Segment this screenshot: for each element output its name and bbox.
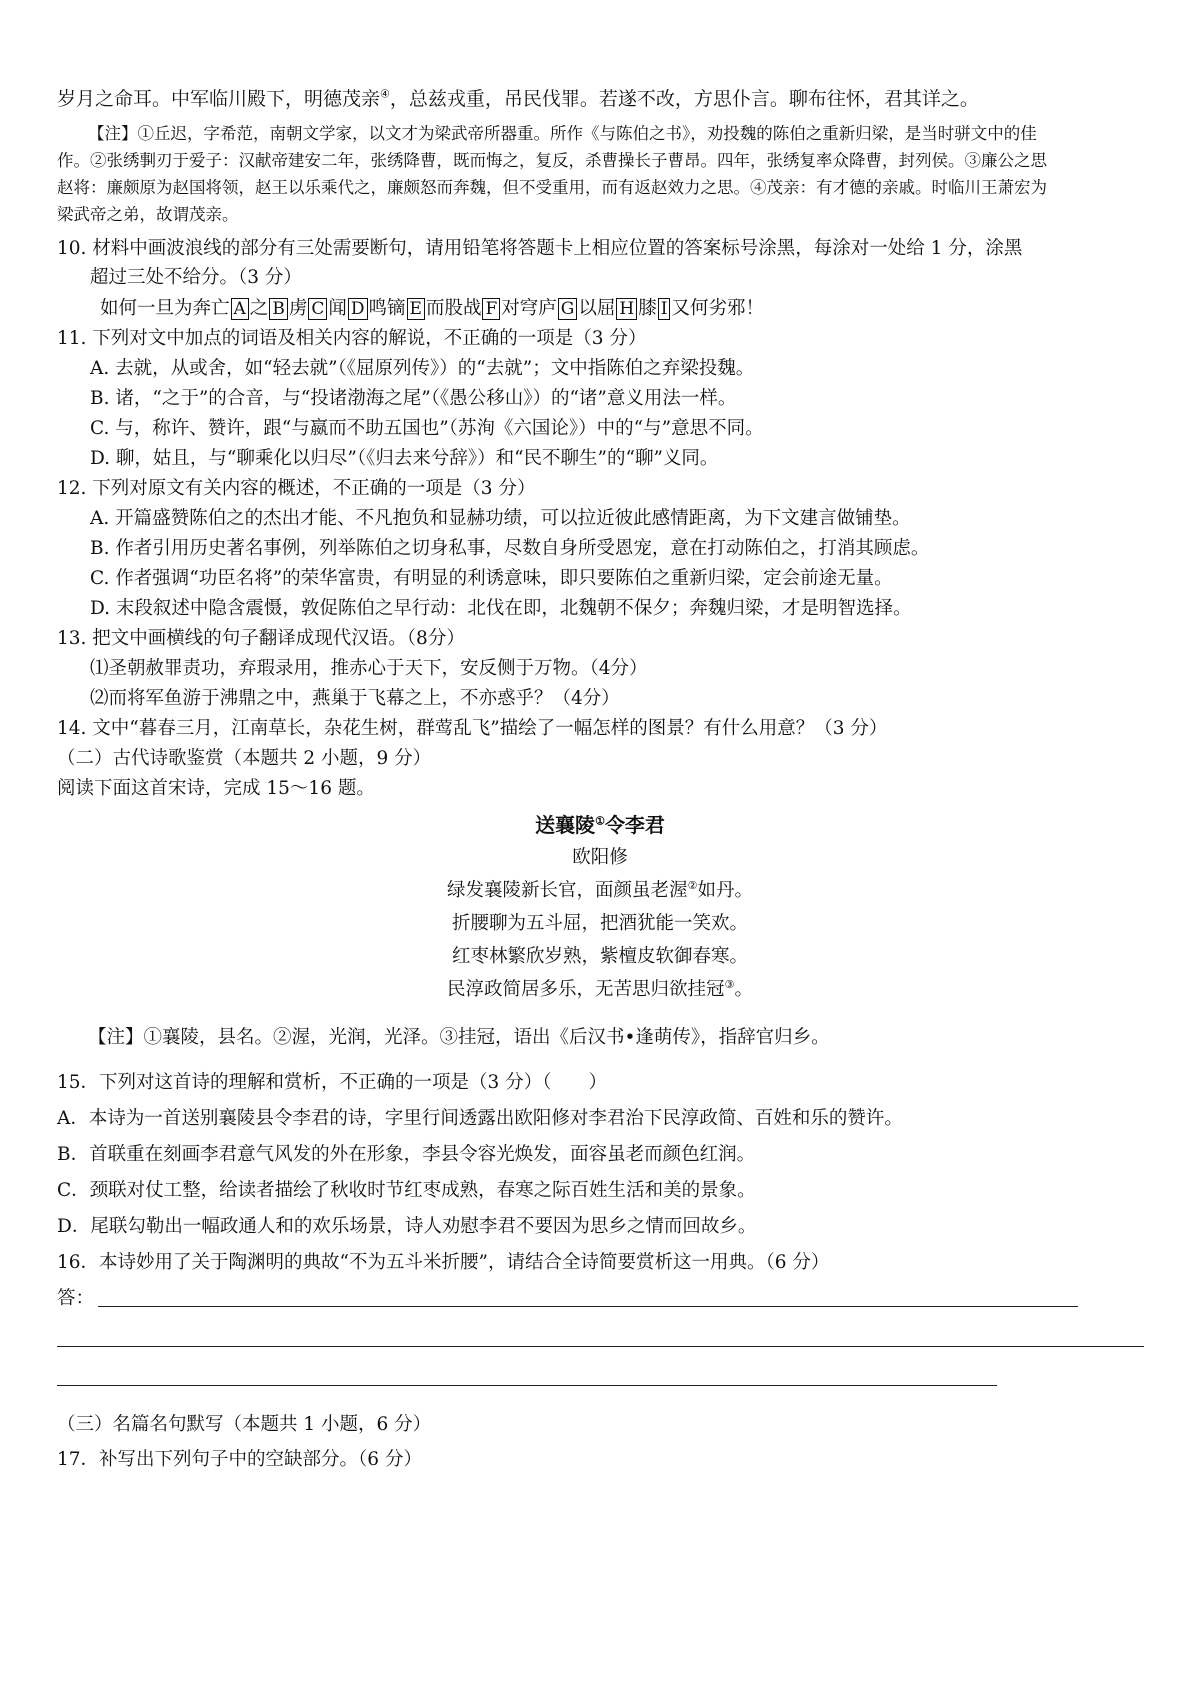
q10-segment: 以屈 [578,298,616,319]
answer-line-2[interactable] [57,1346,1144,1347]
q11-option-b[interactable]: B. 诸，“之于”的合音，与“投诸渤海之尾”（《愚公移山》）的“诸”意义用法一样。 [90,388,737,409]
q10-marker-a[interactable]: A [231,298,249,320]
poem-line-3: 红枣林繁欣岁熟，紫檀皮软御春寒。 [451,946,748,967]
q10-segment: 又何劣邪！ [671,298,764,319]
q12-option-b[interactable]: B. 作者引用历史著名事例，列举陈伯之切身私事，尽数自身所受恩宠，意在打动陈伯之，打消其顾虑。 [90,538,930,559]
section3-heading: （三）名篇名句默写（本题共 1 小题，6 分） [57,1414,432,1435]
answer-line-1[interactable] [98,1306,1078,1307]
q14-stem: 14. 文中“暮春三月，江南草长，杂花生树，群莺乱飞”描绘了一幅怎样的图景？有什么用意？（3 分） [57,718,888,739]
q10-marker-g[interactable]: G [558,298,578,320]
q15-option-a[interactable]: A．本诗为一首送别襄陵县令李君的诗，字里行间透露出欧阳修对李君治下民淳政简、百姓和乐的赞许。 [57,1108,903,1129]
q10-segment: 鸣镝 [368,298,406,319]
q10-marker-f[interactable]: F [482,298,500,320]
poem-title-b: 令李君 [604,813,665,837]
poem-title-a: 送襄陵 [535,813,596,837]
q11-option-a[interactable]: A. 去就，从或舍，如“轻去就”（《屈原列传》）的“去就”；文中指陈伯之弃梁投魏。 [90,358,755,379]
poem-note: 【注】①襄陵，县名。②渥，光润，光泽。③挂冠，语出《后汉书•逢萌传》，指辞官归乡。 [88,1027,830,1048]
q13-item-2: ⑵而将军鱼游于沸鼎之中，燕巢于飞幕之上，不亦惑乎？（4分） [90,688,620,709]
q11-option-d[interactable]: D. 聊，姑且，与“聊乘化以归尽”（《归去来兮辞》）和“民不聊生”的“聊”义同。 [90,448,719,469]
q10-segment: 膝 [638,298,657,319]
q10-marker-h[interactable]: H [616,298,637,320]
q16-stem: 16．本诗妙用了关于陶渊明的典故“不为五斗米折腰”，请结合全诗简要赏析这一用典。（6 分） [57,1252,830,1273]
q10-segment: 之 [249,298,269,319]
poem-line-4-a: 民淳政简居多乐，无苦思归欲挂冠 [447,979,725,1000]
q15-option-b[interactable]: B．首联重在刻画李君意气风发的外在形象，李县令容光焕发，面容虽老而颜色红润。 [57,1144,756,1165]
poem-line-4-sup: ③ [724,977,735,991]
q17-stem: 17．补写出下列句子中的空缺部分。（6 分） [57,1449,422,1470]
q12-stem: 12. 下列对原文有关内容的概述，不正确的一项是（3 分） [57,478,536,499]
q12-option-d[interactable]: D. 末段叙述中隐含震慑，敦促陈伯之早行动：北伐在即，北魏朝不保夕；奔魏归梁，才是明智选择。 [90,598,912,619]
q10-marker-d[interactable]: D [348,298,368,320]
passage-end-sup: ④ [380,87,390,101]
q10-marker-e[interactable]: E [407,298,425,320]
poem-line-2: 折腰聊为五斗屈，把酒犹能一笑欢。 [451,913,748,934]
q11-stem: 11. 下列对文中加点的词语及相关内容的解说，不正确的一项是（3 分） [57,328,647,349]
section2-heading: （二）古代诗歌鉴赏（本题共 2 小题，9 分） [57,748,432,769]
answer-label: 答： [57,1288,95,1309]
q12-option-a[interactable]: A. 开篇盛赞陈伯之的杰出才能、不凡抱负和显赫功绩，可以拉近彼此感情距离，为下文建言做铺垫。 [90,508,911,529]
q10-stem-line2: 超过三处不给分。（3 分） [90,267,302,288]
q10-segment: 如何一旦为奔亡 [100,298,230,319]
q11-option-c[interactable]: C. 与，称许、赞许，跟“与嬴而不助五国也”（苏洵《六国论》）中的“与”意思不同。 [90,418,764,439]
passage-end [57,86,979,112]
answer-line-3[interactable] [57,1385,997,1386]
poem-title [0,812,1200,838]
note-line: 赵将：廉颇原为赵国将领，赵王以乐乘代之，廉颇怒而奔魏，但不受重用，而有返赵效力之思。④茂亲：有才德的亲戚。时临川王萧宏为 [57,178,1047,197]
q13-stem: 13. 把文中画横线的句子翻译成现代汉语。（8分） [57,628,465,649]
poem-line-1-a: 绿发襄陵新长官，面颜虽老渥 [447,880,688,901]
q10-segment: 虏 [288,298,308,319]
poem-title-sup: ① [595,814,605,828]
q10-marker-i[interactable]: I [658,298,671,320]
poem-line-4-b: 。 [734,979,753,1000]
q10-marker-c[interactable]: C [308,298,327,320]
q15-stem: 15．下列对这首诗的理解和赏析，不正确的一项是（3 分）（ ） [57,1072,607,1093]
poem-author: 欧阳修 [572,847,628,868]
note-line: 梁武帝之弟，故谓茂亲。 [57,205,239,224]
section2-intro: 阅读下面这首宋诗，完成 15～16 题。 [57,778,375,799]
note-line: 【注】①丘迟，字希范，南朝文学家，以文才为梁武帝所器重。所作《与陈伯之书》，劝投魏的陈伯之重新归梁，是当时骈文中的佳 [88,124,1037,143]
q10-stem-line1: 10. 材料中画波浪线的部分有三处需要断句，请用铅笔将答题卡上相应位置的答案标号涂黑，每涂对一处给 1 分，涂黑 [57,238,1023,259]
q10-sentence [100,296,764,322]
q15-option-c[interactable]: C．颈联对仗工整，给读者描绘了秋收时节红枣成熟，春寒之际百姓生活和美的景象。 [57,1180,756,1201]
poem-line-1-sup: ② [687,878,698,892]
q10-segment: 闻 [328,298,347,319]
poem-line-4 [0,977,1200,1003]
poem-line-1 [0,878,1200,904]
q10-segment: 对穹庐 [501,298,557,319]
q10-segment: 而股战 [425,298,482,319]
q10-marker-b[interactable]: B [269,298,288,320]
passage-end-text: 岁月之命耳。中军临川殿下，明德茂亲 [57,88,381,110]
q12-option-c[interactable]: C. 作者强调“功臣名将”的荣华富贵，有明显的利诱意味，即只要陈伯之重新归梁，定会前途无量。 [90,568,893,589]
passage-end-tail: ，总兹戎重，吊民伐罪。若遂不改，方思仆言。聊布往怀，君其详之。 [389,88,979,110]
q15-option-d[interactable]: D．尾联勾勒出一幅政通人和的欢乐场景，诗人劝慰李君不要因为思乡之情而回故乡。 [57,1216,757,1237]
poem-line-1-b: 如丹。 [697,880,753,901]
note-line: 作。②张绣剚刃于爱子：汉献帝建安二年，张绣降曹，既而悔之，复反，杀曹操长子曹昂。四年，张绣复率众降曹，封列侯。③廉公之思 [57,151,1047,170]
q13-item-1: ⑴圣朝赦罪责功，弃瑕录用，推赤心于天下，安反侧于万物。（4分） [90,658,648,679]
